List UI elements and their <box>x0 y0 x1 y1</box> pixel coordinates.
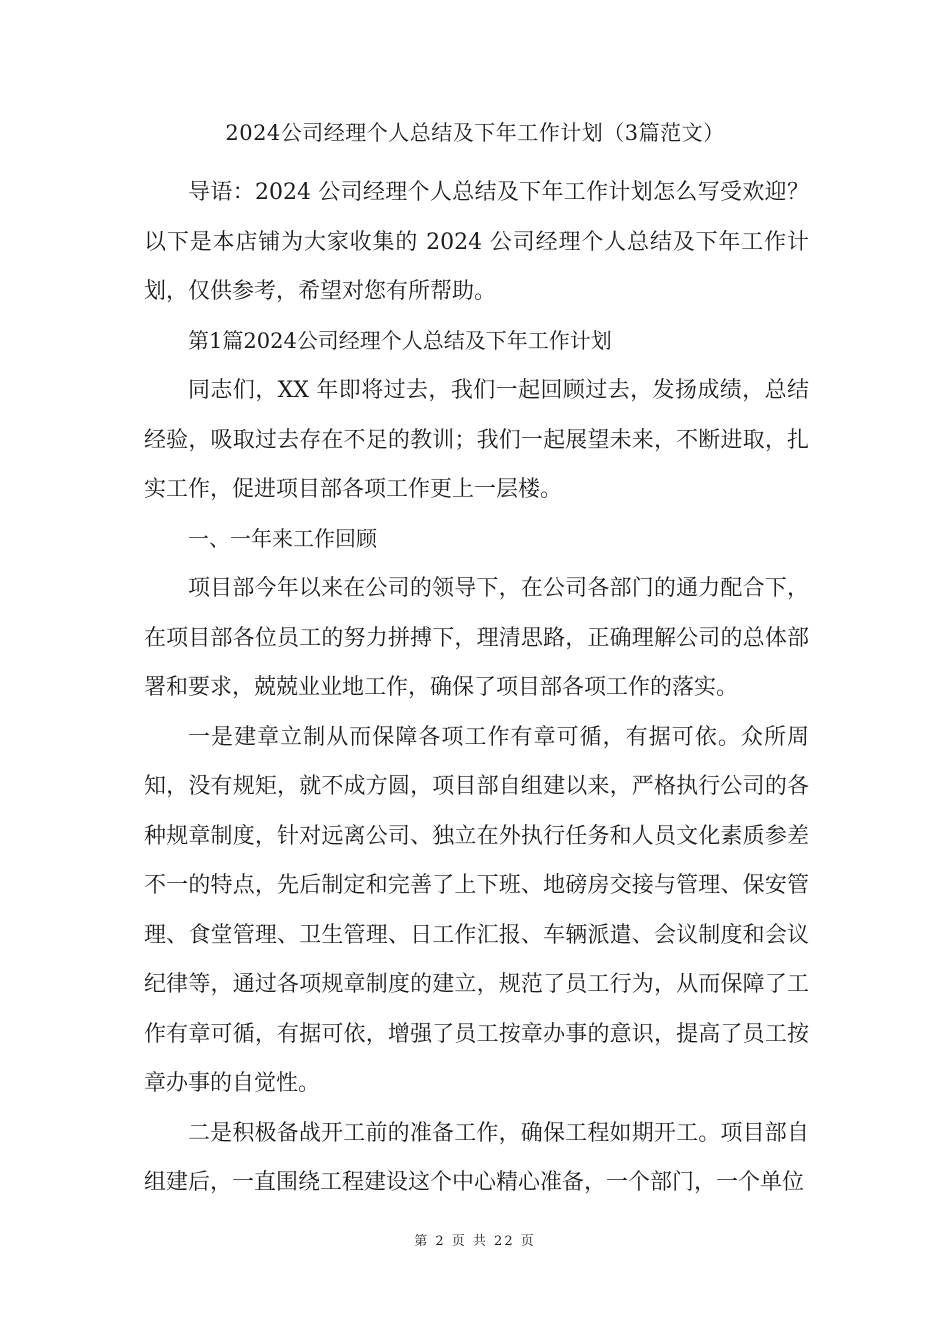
greeting-paragraph: 同志们，XX 年即将过去，我们一起回顾过去，发扬成绩，总结经验，吸取过去存在不足的教训；我们一起展望未来，不断进取，扎实工作，促进项目部各项工作更上一层楼。 <box>144 378 809 502</box>
page-number-footer: 第 2 页 共 22 页 <box>414 1234 536 1249</box>
section-heading-article-1: 第1篇2024公司经理个人总结及下年工作计划 <box>188 328 612 353</box>
rules-paragraph: 一是建章立制从而保障各项工作有章可循，有据可依。众所周知，没有规矩，就不成方圆，项目部自组建以来，严格执行公司的各种规章制度，针对远离公司、独立在外执行任务和人员文化素质参差不一的特点，先后制定和完善了上下班、地磅房交接与管理、保安管理、食堂管理、卫生管理、日工作汇报、车辆派遣、会议制度和会议纪律等，通过各项规章制度的建立，规范了员工行为，从而保障了工作有章可循，有据可依，增强了员工按章办事的意识，提高了员工按章办事的自觉性。 <box>144 724 809 1096</box>
intro-paragraph: 导语：2024 公司经理个人总结及下年工作计划怎么写受欢迎？以下是本店铺为大家收集的 2024 公司经理个人总结及下年工作计划，仅供参考，希望对您有所帮助。 <box>144 180 809 304</box>
review-paragraph: 项目部今年以来在公司的领导下，在公司各部门的通力配合下，在项目部各位员工的努力拼搏下，理清思路，正确理解公司的总体部署和要求，兢兢业业地工作，确保了项目部各项工作的落实。 <box>144 576 809 700</box>
document-body <box>144 168 809 1208</box>
section-heading-review: 一、一年来工作回顾 <box>188 526 377 551</box>
preparation-paragraph: 二是积极备战开工前的准备工作，确保工程如期开工。项目部自组建后，一直围绕工程建设这个中心精心准备，一个部门，一个单位 <box>144 1120 809 1195</box>
document-title: 2024公司经理个人总结及下年工作计划（3篇范文） <box>225 121 725 145</box>
